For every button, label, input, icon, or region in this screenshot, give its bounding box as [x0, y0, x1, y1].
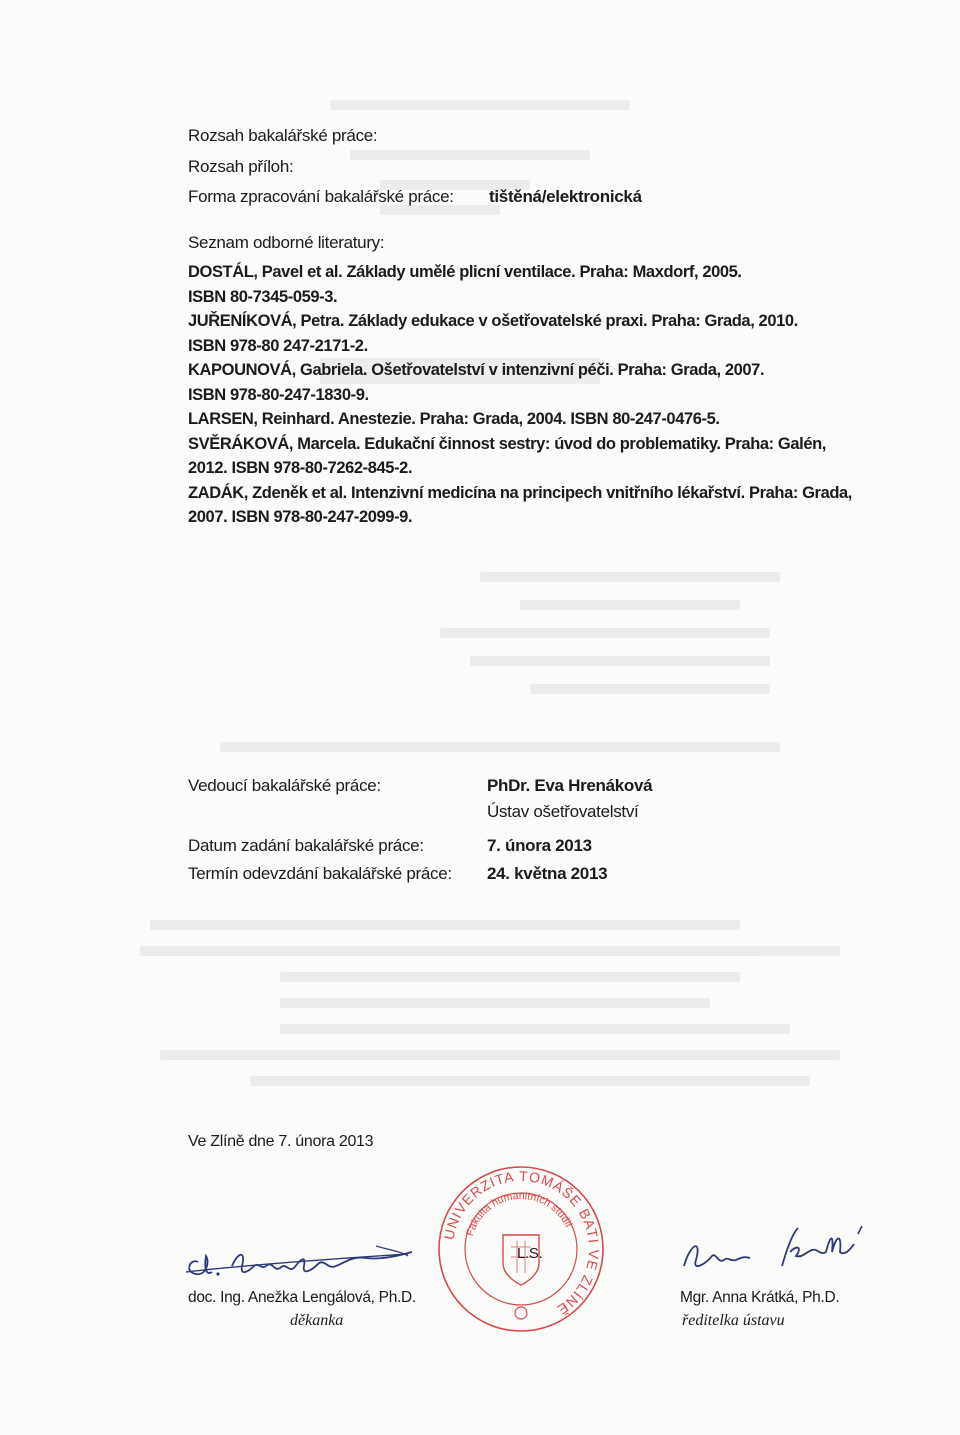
- literature-entry: [188, 407, 908, 432]
- literature-line: ISBN 978-80-247-1830-9.: [188, 385, 369, 404]
- literature-heading: Seznam odborné literatury:: [188, 233, 385, 252]
- supervisor-department: Ústav ošetřovatelství: [487, 802, 639, 821]
- supervisor-label: Vedoucí bakalářské práce:: [188, 776, 381, 795]
- literature-entry: [188, 432, 908, 481]
- literature-entry: [188, 309, 908, 358]
- supervisor-name: PhDr. Eva Hrenáková: [487, 776, 653, 795]
- literature-line: ISBN 80-7345-059-3.: [188, 287, 338, 306]
- forma-value: tištěná/elektronická: [489, 187, 642, 206]
- director-role: ředitelka ústavu: [682, 1312, 785, 1329]
- literature-list: [188, 260, 908, 530]
- dean-name: doc. Ing. Anežka Lengálová, Ph.D.: [188, 1289, 416, 1306]
- literature-line: KAPOUNOVÁ, Gabriela. Ošetřovatelství v intenzivní péči. Praha: Grada, 2007.: [188, 361, 765, 379]
- stamp-inner-text: Fakulta humanitních studií: [463, 1189, 575, 1238]
- assigned-date-value: 7. února 2013: [487, 836, 592, 855]
- dean-role: děkanka: [290, 1312, 344, 1329]
- stamp-outer-text: UNIVERZITA TOMÁŠE BATI VE ZLÍNĚ: [440, 1167, 603, 1319]
- stamp-ls: L.S.: [517, 1245, 543, 1262]
- literature-line: 2007. ISBN 978-80-247-2099-9.: [188, 508, 413, 526]
- literature-line: ZADÁK, Zdeněk et al. Intenzivní medicína na principech vnitřního lékařství. Praha: Grada,: [188, 483, 852, 502]
- forma-label: Forma zpracování bakalářské práce:: [188, 187, 454, 206]
- dean-signature-icon: [176, 1232, 416, 1292]
- literature-line: ISBN 978-80 247-2171-2.: [188, 336, 368, 355]
- place-date: Ve Zlíně dne 7. února 2013: [188, 1133, 374, 1150]
- director-signature-icon: [672, 1222, 892, 1282]
- literature-entry: [188, 260, 908, 309]
- literature-line: DOSTÁL, Pavel et al. Základy umělé plicní ventilace. Praha: Maxdorf, 2005.: [188, 263, 742, 281]
- deadline-value: 24. května 2013: [487, 864, 608, 883]
- literature-line: 2012. ISBN 978-80-7262-845-2.: [188, 459, 413, 477]
- literature-entry: [188, 481, 908, 530]
- rozsah-prace-label: Rozsah bakalářské práce:: [188, 126, 378, 145]
- literature-line: SVĚRÁKOVÁ, Marcela. Edukační činnost sestry: úvod do problematiky. Praha: Galén,: [188, 434, 826, 453]
- deadline-label: Termín odevzdání bakalářské práce:: [188, 864, 452, 883]
- literature-line: LARSEN, Reinhard. Anestezie. Praha: Grada, 2004. ISBN 80-247-0476-5.: [188, 410, 720, 428]
- literature-line: JUŘENÍKOVÁ, Petra. Základy edukace v ošetřovatelské praxi. Praha: Grada, 2010.: [188, 312, 798, 330]
- assigned-date-label: Datum zadání bakalářské práce:: [188, 836, 424, 855]
- director-name: Mgr. Anna Krátká, Ph.D.: [680, 1289, 840, 1306]
- literature-entry: [188, 358, 908, 407]
- rozsah-priloh-label: Rozsah příloh:: [188, 157, 294, 176]
